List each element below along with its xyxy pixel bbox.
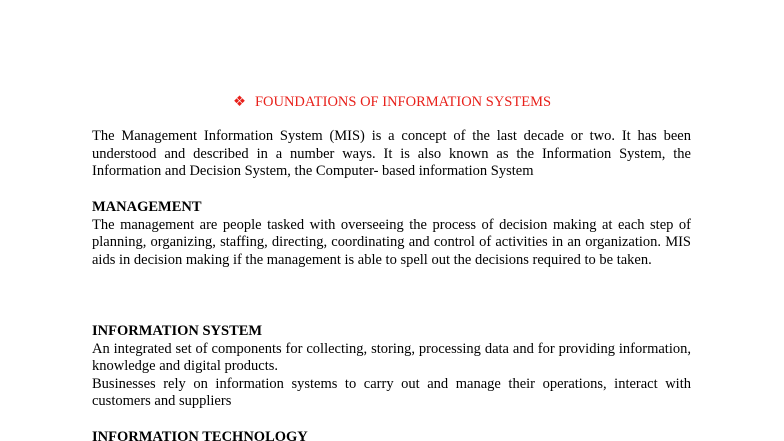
title-text: FOUNDATIONS OF INFORMATION SYSTEMS (254, 94, 552, 110)
intro-paragraph-block (92, 128, 691, 181)
management-paragraph: The management are people tasked with overseeing the process of decision making at each step of planning, organizing, staffing, directing, coordinating and control of activities in an organization. MIS aids in decision making if the management is able to spell out the decisions required to be taken. (92, 216, 691, 268)
diamond-bullet-icon: ❖ (232, 94, 246, 110)
information-technology-heading: INFORMATION TECHNOLOGY (92, 429, 308, 441)
information-system-heading: INFORMATION SYSTEM (92, 323, 263, 339)
intro-paragraph: The Management Information System (MIS) is a concept of the last decade or two. It has been understood and described in a number ways. It is also known as the Information System, the Information and Decision System, the Computer- based information System (92, 128, 691, 179)
information-system-paragraph-1: An integrated set of components for collecting, storing, processing data and for providing information, knowledge and digital products. (92, 340, 691, 374)
section-title (0, 93, 784, 111)
management-section (92, 199, 691, 269)
information-system-section (92, 323, 691, 411)
management-heading: MANAGEMENT (92, 199, 202, 215)
information-technology-section (92, 429, 691, 441)
information-system-paragraph-2: Businesses rely on information systems to carry out and manage their operations, interact with customers and suppliers (92, 375, 691, 409)
